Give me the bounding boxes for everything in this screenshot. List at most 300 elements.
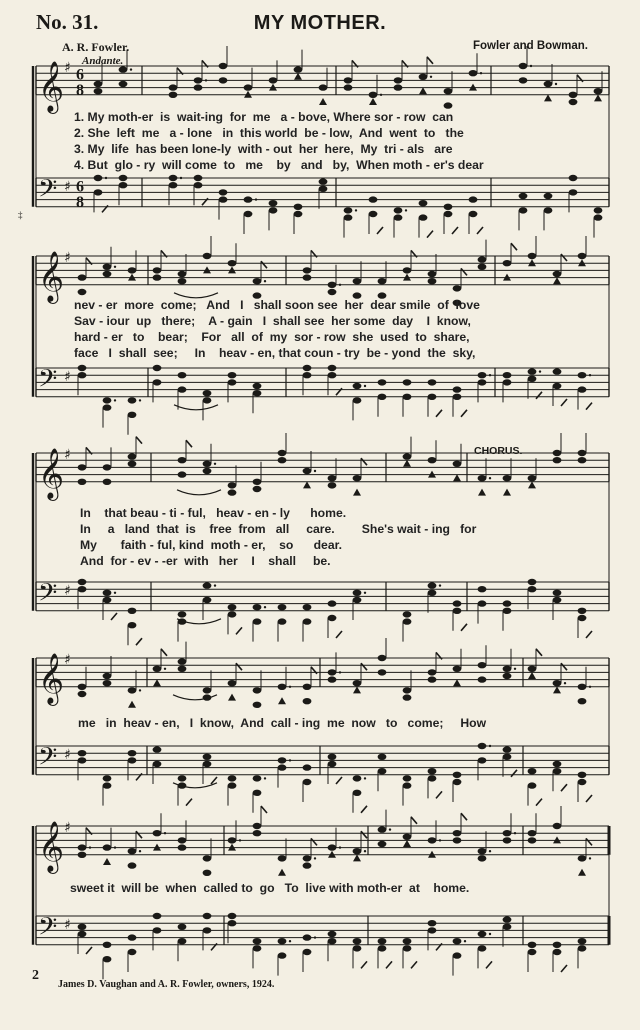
note-head <box>328 282 337 288</box>
note-head <box>419 74 428 80</box>
note-head <box>453 600 462 606</box>
dot-mark <box>214 463 216 465</box>
dot-mark <box>430 76 432 78</box>
note-head <box>78 931 87 937</box>
sharp-icon: ♯ <box>64 917 71 934</box>
margin-mark: ‡ <box>18 210 23 220</box>
dot-mark <box>289 940 291 942</box>
note-head <box>353 790 362 796</box>
note-head <box>328 938 337 944</box>
hymn-number: No. 31. <box>36 10 99 34</box>
note-head <box>253 702 262 708</box>
note-head <box>178 666 187 672</box>
note-head <box>294 66 303 72</box>
note-head <box>428 676 437 682</box>
note-head <box>353 489 361 496</box>
dot-mark <box>480 72 482 74</box>
note-head <box>178 775 187 781</box>
dot-mark <box>139 850 141 852</box>
note-head <box>528 253 537 259</box>
note-head <box>544 81 553 87</box>
time-signature-top: 6 <box>76 178 84 196</box>
dot-mark <box>489 477 491 479</box>
note-head <box>503 746 512 752</box>
note-flag <box>511 243 517 250</box>
note-head <box>503 754 512 760</box>
note-head <box>128 453 137 459</box>
lyric-line: sweet it will be when called to go To live with moth-er at home. <box>70 881 470 895</box>
note-head <box>169 175 178 181</box>
lyric-line: My faith - ful, kind moth - er, so dear. <box>80 538 343 552</box>
dot-mark <box>289 686 291 688</box>
note-head <box>478 256 487 262</box>
note-head <box>353 938 362 944</box>
dot-mark <box>314 936 316 938</box>
note-head <box>78 757 87 763</box>
note-head <box>303 684 312 690</box>
sharp-icon: ♯ <box>64 583 71 600</box>
dot-mark <box>364 777 366 779</box>
note-head <box>78 365 87 371</box>
dot-mark <box>589 686 591 688</box>
note-head <box>119 175 128 181</box>
note-head <box>219 77 228 83</box>
note-head <box>378 669 387 675</box>
note-head <box>344 207 353 213</box>
dot-mark <box>514 832 516 834</box>
note-head <box>578 779 587 785</box>
note-flag <box>386 961 392 968</box>
note-head <box>78 691 87 697</box>
note-flag <box>461 268 467 275</box>
dot-mark <box>205 79 207 81</box>
note-flag <box>586 795 592 802</box>
note-head <box>478 372 487 378</box>
note-head <box>428 271 437 277</box>
note-head <box>453 285 462 291</box>
note-head <box>353 680 362 686</box>
treble-clef-icon: 𝄞 <box>38 820 65 872</box>
note-head <box>478 931 487 937</box>
note-head <box>178 924 187 930</box>
note-head <box>203 582 212 588</box>
note-head <box>328 600 337 606</box>
lyric-line: 2. She left me a - lone in this world be - low, And went to the <box>74 126 464 140</box>
note-flag <box>586 631 592 638</box>
note-head <box>353 475 362 481</box>
dot-mark <box>314 857 316 859</box>
note-flag <box>261 806 267 813</box>
note-head <box>453 461 462 467</box>
note-head <box>303 481 311 488</box>
note-head <box>553 590 562 596</box>
note-head <box>278 604 287 610</box>
note-head <box>403 834 412 840</box>
note-head <box>153 365 162 371</box>
note-head <box>503 600 512 606</box>
note-head <box>428 669 437 675</box>
note-head <box>453 474 461 481</box>
note-head <box>203 870 212 876</box>
tempo-marking: Andante. <box>82 55 124 67</box>
note-head <box>478 855 487 861</box>
note-head <box>178 611 187 617</box>
note-head <box>219 189 228 195</box>
note-flag <box>136 831 142 838</box>
note-head <box>528 837 537 843</box>
note-head <box>478 662 487 668</box>
note-flag <box>452 227 458 234</box>
note-head <box>178 844 187 850</box>
dot-mark <box>180 177 182 179</box>
note-head <box>403 775 412 781</box>
note-head <box>478 379 487 385</box>
note-head <box>94 175 103 181</box>
lyricist-credit: A. R. Fowler. <box>62 40 130 54</box>
note-head <box>369 211 378 217</box>
note-flag <box>86 947 92 954</box>
note-head <box>294 204 303 210</box>
note-head <box>553 271 562 277</box>
note-head <box>319 186 328 192</box>
note-head <box>278 457 287 463</box>
lyric-line: In that beau - ti - ful, heav - en - ly home. <box>80 506 347 520</box>
dot-mark <box>314 470 316 472</box>
note-head <box>478 475 487 481</box>
note-head <box>128 267 137 273</box>
note-head <box>528 672 536 679</box>
note-head <box>153 274 162 280</box>
dot-mark <box>589 857 591 859</box>
note-head <box>503 924 512 930</box>
note-head <box>453 772 462 778</box>
note-head <box>128 461 137 467</box>
note-flag <box>411 817 417 824</box>
note-head <box>519 77 528 83</box>
note-head <box>428 837 437 843</box>
note-head <box>253 618 262 624</box>
note-head <box>319 178 328 184</box>
note-head <box>578 684 587 690</box>
note-head <box>269 77 278 83</box>
dot-mark <box>489 933 491 935</box>
treble-clef-icon: 𝄞 <box>38 60 65 112</box>
note-head <box>403 840 411 847</box>
note-head <box>328 844 337 850</box>
note-head <box>303 949 312 955</box>
sharp-icon: ♯ <box>64 250 71 266</box>
note-head <box>478 586 487 592</box>
note-head <box>453 608 462 614</box>
note-head <box>119 81 128 87</box>
note-head <box>328 615 337 621</box>
note-head <box>328 372 337 378</box>
note-flag <box>486 961 492 968</box>
note-head <box>544 94 552 101</box>
note-head <box>169 182 178 188</box>
note-head <box>103 590 112 596</box>
note-flag <box>586 403 592 410</box>
note-head <box>344 84 353 90</box>
note-head <box>253 278 262 284</box>
note-head <box>269 200 278 206</box>
note-head <box>403 938 412 944</box>
dot-mark <box>364 592 366 594</box>
note-head <box>128 750 137 756</box>
note-head <box>378 655 387 661</box>
note-flag <box>377 227 383 234</box>
note-head <box>194 175 203 181</box>
note-head <box>503 489 511 496</box>
note-head <box>453 837 462 843</box>
note-head <box>219 63 228 69</box>
note-head <box>453 779 462 785</box>
note-head <box>403 394 412 400</box>
note-head <box>528 376 537 382</box>
lyric-line: And for - ev - -er with her I shall be. <box>80 554 331 568</box>
bass-clef-icon: 𝄢 <box>38 912 58 948</box>
note-head <box>553 949 562 955</box>
note-head <box>278 938 287 944</box>
hymn-title: MY MOTHER. <box>253 12 387 34</box>
note-head <box>103 271 112 277</box>
note-head <box>178 837 187 843</box>
note-head <box>203 913 212 919</box>
note-head <box>578 615 587 621</box>
note-head <box>228 260 237 266</box>
note-head <box>228 379 237 385</box>
sharp-icon: ♯ <box>64 820 71 836</box>
note-head <box>578 386 587 392</box>
note-head <box>419 200 428 206</box>
note-head <box>78 684 87 690</box>
note-head <box>153 913 162 919</box>
note-head <box>178 271 187 277</box>
note-head <box>303 274 312 280</box>
note-head <box>78 464 87 470</box>
note-head <box>353 945 362 951</box>
note-head <box>253 823 262 829</box>
note-flag <box>536 392 542 399</box>
note-head <box>394 207 403 213</box>
note-head <box>444 204 453 210</box>
note-head <box>594 88 603 94</box>
note-head <box>353 397 362 403</box>
note-head <box>94 81 103 87</box>
note-head <box>228 611 237 617</box>
note-head <box>378 826 387 832</box>
note-flag <box>586 838 592 845</box>
note-head <box>78 924 87 930</box>
note-head <box>103 782 112 788</box>
note-flag <box>236 627 242 634</box>
dot-mark <box>364 850 366 852</box>
note-head <box>128 848 137 854</box>
note-flag <box>411 961 417 968</box>
lyric-line: hard - er to bear; For all of my sor - row she used to share, <box>74 330 470 344</box>
note-head <box>203 687 212 693</box>
note-head <box>203 461 212 467</box>
note-head <box>503 673 512 679</box>
note-flag <box>561 399 567 406</box>
note-head <box>244 84 253 90</box>
note-head <box>353 848 362 854</box>
note-head <box>78 479 87 485</box>
dot-mark <box>164 832 166 834</box>
note-head <box>594 214 603 220</box>
note-flag <box>361 663 367 670</box>
sharp-icon: ♯ <box>64 60 71 76</box>
note-head <box>303 267 312 273</box>
note-head <box>228 482 237 488</box>
copyright-line: James D. Vaughan and A. R. Fowler, owners, 1924. <box>58 979 275 990</box>
note-head <box>194 77 203 83</box>
note-head <box>153 679 161 686</box>
note-head <box>403 694 412 700</box>
note-head <box>453 830 462 836</box>
dot-mark <box>339 284 341 286</box>
note-head <box>303 365 312 371</box>
note-head <box>328 761 337 767</box>
note-head <box>403 379 412 385</box>
note-flag <box>427 57 433 64</box>
note-head <box>453 938 462 944</box>
note-head <box>394 84 403 90</box>
note-head <box>478 848 487 854</box>
dot-mark <box>214 584 216 586</box>
note-head <box>228 489 237 495</box>
note-head <box>594 207 603 213</box>
note-head <box>378 394 387 400</box>
note-flag <box>161 649 167 656</box>
note-head <box>353 854 361 861</box>
composer-credit: Fowler and Bowman. <box>472 40 588 52</box>
note-head <box>403 782 412 788</box>
note-head <box>153 746 162 752</box>
note-head <box>153 927 162 933</box>
note-head <box>528 586 537 592</box>
note-head <box>128 397 137 403</box>
note-flag <box>511 770 517 777</box>
note-head <box>578 450 587 456</box>
note-head <box>294 211 303 217</box>
note-head <box>178 386 187 392</box>
note-head <box>119 182 128 188</box>
note-head <box>503 830 512 836</box>
note-flag <box>311 838 317 845</box>
note-head <box>303 604 312 610</box>
dot-mark <box>439 584 441 586</box>
note-head <box>378 278 387 284</box>
note-flag <box>186 799 192 806</box>
note-head <box>394 77 403 83</box>
note-head <box>503 916 512 922</box>
bass-clef-icon: 𝄢 <box>38 364 58 400</box>
note-head <box>528 782 537 788</box>
lyric-line: 4. But glo - ry will come to me by and by, When moth - er's dear <box>74 158 484 172</box>
note-head <box>78 289 87 295</box>
note-head <box>103 680 112 686</box>
note-head <box>128 608 137 614</box>
dot-mark <box>589 374 591 376</box>
page-number: 2 <box>32 968 39 983</box>
note-head <box>469 196 478 202</box>
time-signature-top: 6 <box>76 66 84 84</box>
note-head <box>303 698 312 704</box>
lyric-line: Sav - iour up there; A - gain I shall see her some day I know, <box>74 314 471 328</box>
note-flag <box>461 813 467 820</box>
note-head <box>519 63 528 69</box>
note-head <box>119 66 128 72</box>
note-head <box>78 586 87 592</box>
note-flag <box>477 227 483 234</box>
note-head <box>428 278 437 284</box>
note-head <box>328 482 337 488</box>
dot-mark <box>139 399 141 401</box>
note-head <box>328 754 337 760</box>
note-head <box>244 196 253 202</box>
note-head <box>519 193 528 199</box>
note-head <box>553 823 562 829</box>
note-head <box>578 869 586 876</box>
note-flag <box>536 649 542 656</box>
note-head <box>594 94 602 101</box>
sharp-icon: ♯ <box>64 652 71 668</box>
note-head <box>578 945 587 951</box>
note-head <box>169 84 178 90</box>
note-head <box>544 207 553 213</box>
note-head <box>328 365 337 371</box>
note-head <box>353 775 362 781</box>
note-head <box>128 687 137 693</box>
note-head <box>403 618 412 624</box>
note-head <box>544 193 553 199</box>
note-head <box>553 277 561 284</box>
note-head <box>278 952 287 958</box>
note-head <box>469 211 478 217</box>
note-head <box>403 453 412 459</box>
note-head <box>528 768 537 774</box>
note-head <box>169 92 178 98</box>
note-flag <box>186 440 192 447</box>
note-head <box>428 457 437 463</box>
time-signature-bottom: 8 <box>76 193 84 211</box>
note-head <box>578 253 587 259</box>
dot-mark <box>239 839 241 841</box>
note-head <box>353 383 362 389</box>
note-head <box>103 404 112 410</box>
note-head <box>503 666 512 672</box>
note-head <box>253 945 262 951</box>
note-flag <box>336 777 342 784</box>
note-flag <box>461 410 467 417</box>
note-head <box>478 945 487 951</box>
note-head <box>378 945 387 951</box>
note-head <box>228 913 237 919</box>
note-head <box>103 844 112 850</box>
note-head <box>503 608 512 614</box>
note-head <box>178 457 187 463</box>
note-head <box>203 397 212 403</box>
note-head <box>203 761 212 767</box>
note-head <box>194 84 203 90</box>
note-head <box>303 862 312 868</box>
note-flag <box>361 831 367 838</box>
note-head <box>103 597 112 603</box>
note-head <box>328 676 337 682</box>
note-head <box>128 949 137 955</box>
note-head <box>103 673 112 679</box>
